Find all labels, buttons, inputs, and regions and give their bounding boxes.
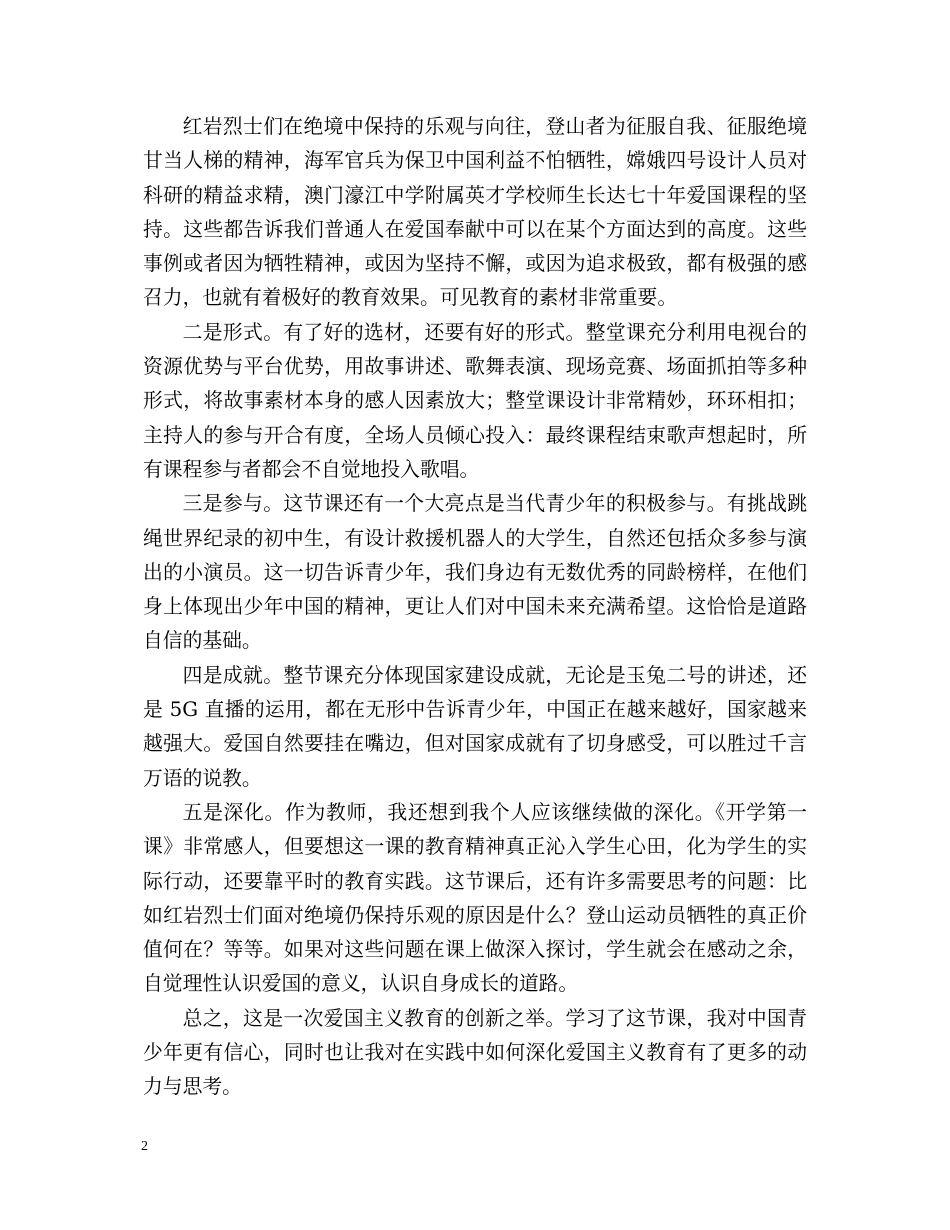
- paragraph-5: 五是深化。作为教师，我还想到我个人应该继续做的深化。《开学第一课》非常感人，但要想这一课的教育精神真正沁入学生心田，化为学生的实际行动，还要靠平时的教育实践。这节课后，还有许多需要思考的问题：比如红岩烈士们面对绝境仍保持乐观的原因是什么？登山运动员牺牲的真正价值何在？等等。如果对这些问题在课上做深入探讨，学生就会在感动之余，自觉理性认识爱国的意义，认识自身成长的道路。: [143, 800, 807, 996]
- paragraph-4: 四是成就。整节课充分体现国家建设成就，无论是玉兔二号的讲述，还是 5G 直播的运用，都在无形中告诉青少年，中国正在越来越好，国家越来越强大。爱国自然要挂在嘴边，但对国家成就有了切身感受，可以胜过千言万语的说教。: [143, 663, 807, 790]
- paragraph-3: 三是参与。这节课还有一个大亮点是当代青少年的积极参与。有挑战跳绳世界纪录的初中生，有设计救援机器人的大学生，自然还包括众多参与演出的小演员。这一切告诉青少年，我们身边有无数优秀的同龄榜样，在他们身上体现出少年中国的精神，更让人们对中国未来充满希望。这恰恰是道路自信的基础。: [143, 492, 807, 653]
- paragraph-2: 二是形式。有了好的选材，还要有好的形式。整堂课充分利用电视台的资源优势与平台优势，用故事讲述、歌舞表演、现场竞赛、场面抓拍等多种形式，将故事素材本身的感人因素放大；整堂课设计非常精妙，环环相扣；主持人的参与开合有度，全场人员倾心投入：最终课程结束歌声想起时，所有课程参与者都会不自觉地投入歌唱。: [143, 320, 807, 481]
- document-body: [143, 110, 807, 1105]
- page-number: 2: [141, 1139, 148, 1154]
- paragraph-6: 总之，这是一次爱国主义教育的创新之举。学习了这节课，我对中国青少年更有信心，同时也让我对在实践中如何深化爱国主义教育有了更多的动力与思考。: [143, 1006, 807, 1099]
- paragraph-1: 红岩烈士们在绝境中保持的乐观与向往，登山者为征服自我、征服绝境甘当人梯的精神，海军官兵为保卫中国利益不怕牺牲，嫦娥四号设计人员对科研的精益求精，澳门濠江中学附属英才学校师生长达七十年爱国课程的坚持。这些都告诉我们普通人在爱国奉献中可以在某个方面达到的高度。这些事例或者因为牺牲精神，或因为坚持不懈，或因为追求极致，都有极强的感召力，也就有着极好的教育效果。可见教育的素材非常重要。: [143, 115, 807, 310]
